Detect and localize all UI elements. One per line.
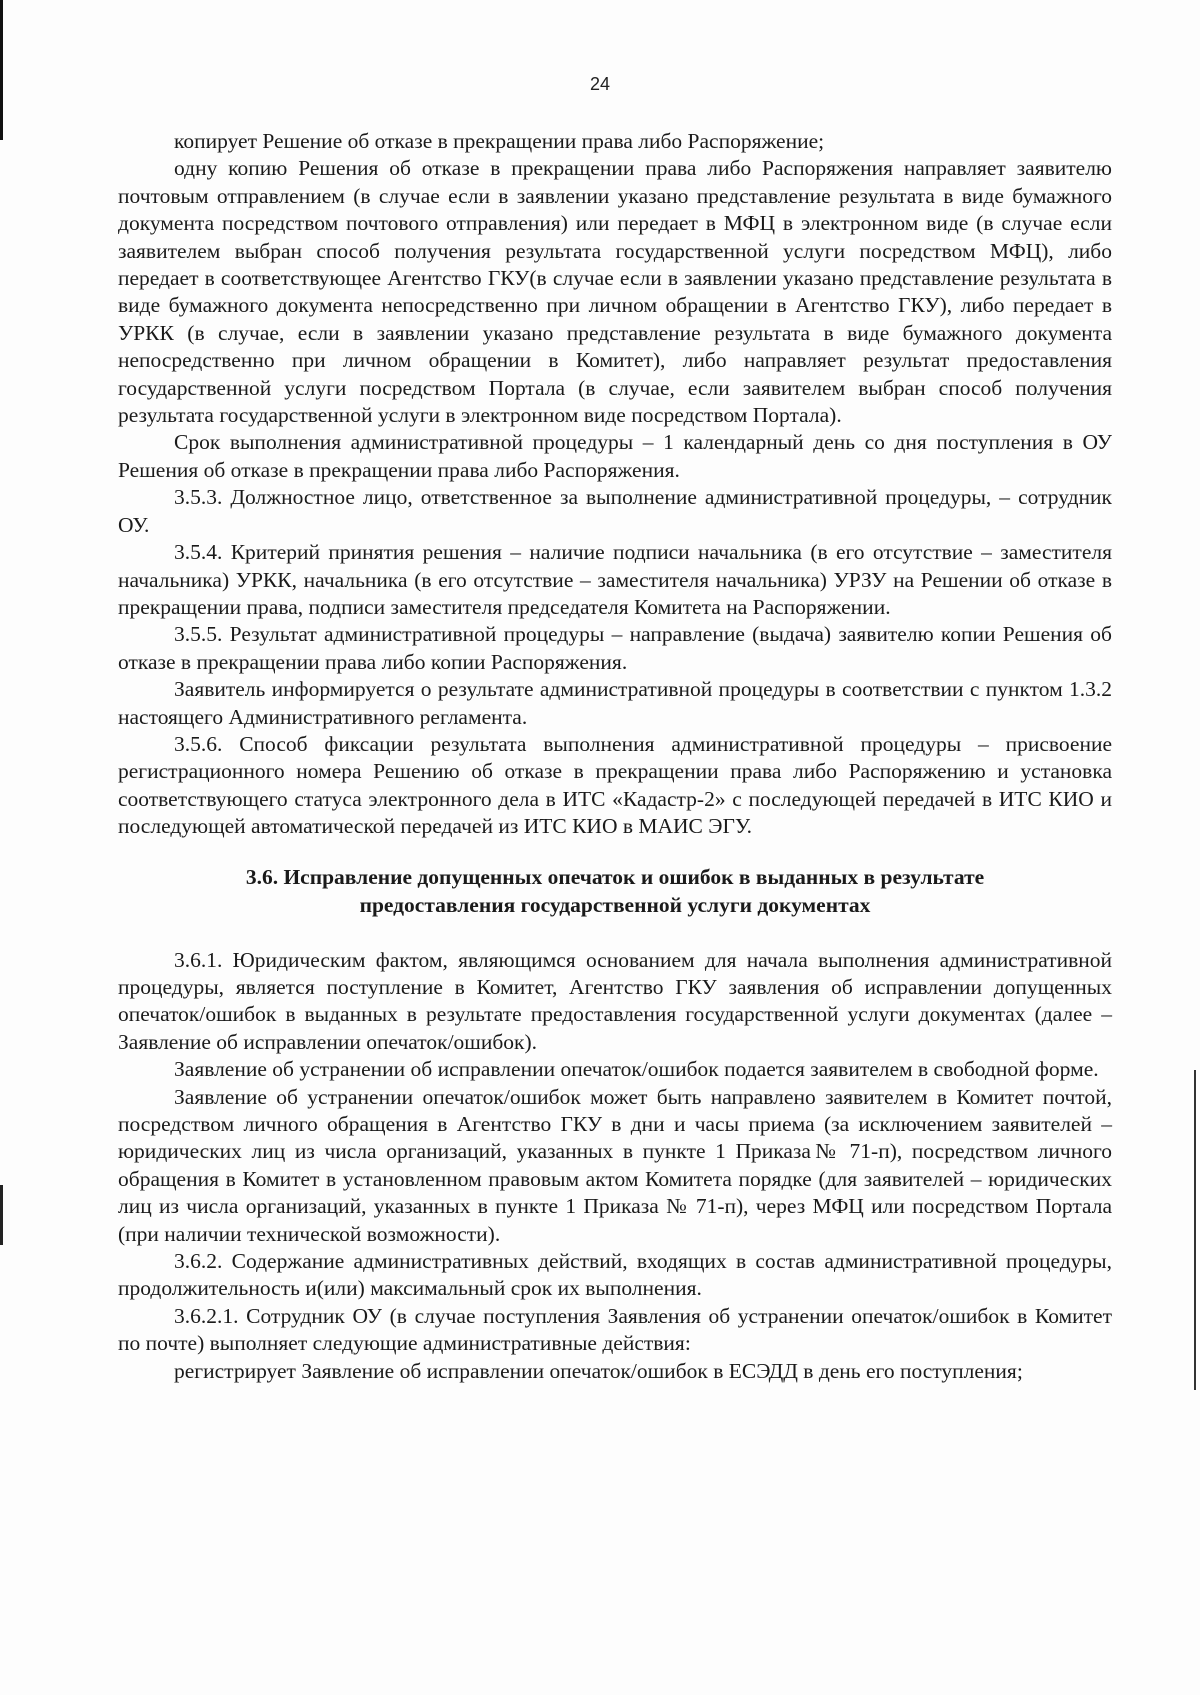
paragraph: 3.5.4. Критерий принятия решения – наличие подписи начальника (в его отсутствие – заместителя начальника) УРКК, начальника (в его отсутствие – заместителя начальника) УРЗУ на Решении об отказе в прекращении права, подписи заместителя председателя Комитета на Распоряжении. — [118, 540, 1112, 619]
paragraph: копирует Решение об отказе в прекращении права либо Распоряжение; — [174, 129, 825, 153]
paragraph: 3.5.6. Способ фиксации результата выполнения административной процедуры – присвоение регистрационного номера Решению об отказе в прекращении права либо Распоряжению и установка соответствующего статуса электронного дела в ИТС «Кадастр-2» с последующей передачей в ИТС КИО и последующей автоматической передачей из ИТС КИО в МАИС ЭГУ. — [118, 731, 1112, 839]
paragraph: 3.5.3. Должностное лицо, ответственное за выполнение административной процедуры, – сотрудник ОУ. — [118, 485, 1112, 537]
section-heading: 3.6. Исправление допущенных опечаток и ошибок в выданных в результате предоставления государственной услуги документах — [245, 864, 985, 917]
paragraph: 3.6.2. Содержание административных действий, входящих в состав административной процедуры, продолжительность и(или) максимальный срок их выполнения. — [118, 1249, 1112, 1301]
paragraph: 3.6.1. Юридическим фактом, являющимся основанием для начала выполнения административной процедуры, является поступление в Комитет, Агентство ГКУ заявления об исправлении допущенных опечаток/ошибок в выданных в результате предоставления государственной услуги документах (далее – Заявление об исправлении опечаток/ошибок). — [118, 947, 1112, 1054]
paragraph: Заявление об устранении опечаток/ошибок может быть направлено заявителем в Комитет почтой, посредством личного обращения в Агентство ГКУ в дни и часы приема (за исключением заявителей – юридических лиц из числа организаций, указанных в пункте 1 Приказа№ 71-п), посредством личного обращения в Комитет в установленном правовым актом Комитета порядке (для заявителей – юридических лиц из числа организаций, указанных в пункте 1 Приказа № 71-п), через МФЦ или посредством Портала (при наличии технической возможности). — [118, 1084, 1112, 1246]
paragraph: 3.5.5. Результат административной процедуры – направление (выдача) заявителю копии Решения об отказе в прекращении права либо копии Распоряжения. — [118, 622, 1112, 674]
scan-edge-mark — [0, 0, 3, 140]
page-number: 24 — [589, 74, 611, 94]
paragraph: Заявление об устранении об исправлении опечаток/ошибок подается заявителем в свободной форме. — [174, 1057, 1099, 1082]
paragraph: Срок выполнения административной процедуры – 1 календарный день со дня поступления в ОУ Решения об отказе в прекращении права либо Распоряжения. — [118, 430, 1112, 482]
paragraph: Заявитель информируется о результате административной процедуры в соответствии с пунктом 1.3.2 настоящего Административного регламента. — [118, 677, 1112, 729]
scan-edge-mark — [1194, 1070, 1196, 1390]
document-body — [118, 128, 1112, 1385]
paragraph: регистрирует Заявление об исправлении опечаток/ошибок в ЕСЭДД в день его поступления; — [174, 1358, 1023, 1383]
paragraph: 3.6.2.1. Сотрудник ОУ (в случае поступления Заявления об устранении опечаток/ошибок в Комитет по почте) выполняет следующие административные действия: — [118, 1303, 1112, 1356]
paragraph: одну копию Решения об отказе в прекращении права либо Распоряжения направляет заявителю почтовым отправлением (в случае если в заявлении указано представление результата в виде бумажного документа посредством почтового отправления) или передает в МФЦ в электронном виде (в случае если заявителем выбран способ получения результата государственной услуги посредством МФЦ), либо передает в соответствующее Агентство ГКУ(в случае если в заявлении указано представление результата в виде бумажного документа непосредственно при личном обращении в Агентство ГКУ), либо передает в УРКК (в случае, если в заявлении указано представление результата в виде бумажного документа непосредственно при личном обращении в Комитет), либо направляет результат предоставления государственной услуги посредством Портала (в случае, если заявителем выбран способ получения результата государственной услуги в электронном виде посредством Портала). — [118, 156, 1112, 428]
scan-edge-mark — [0, 1185, 3, 1245]
